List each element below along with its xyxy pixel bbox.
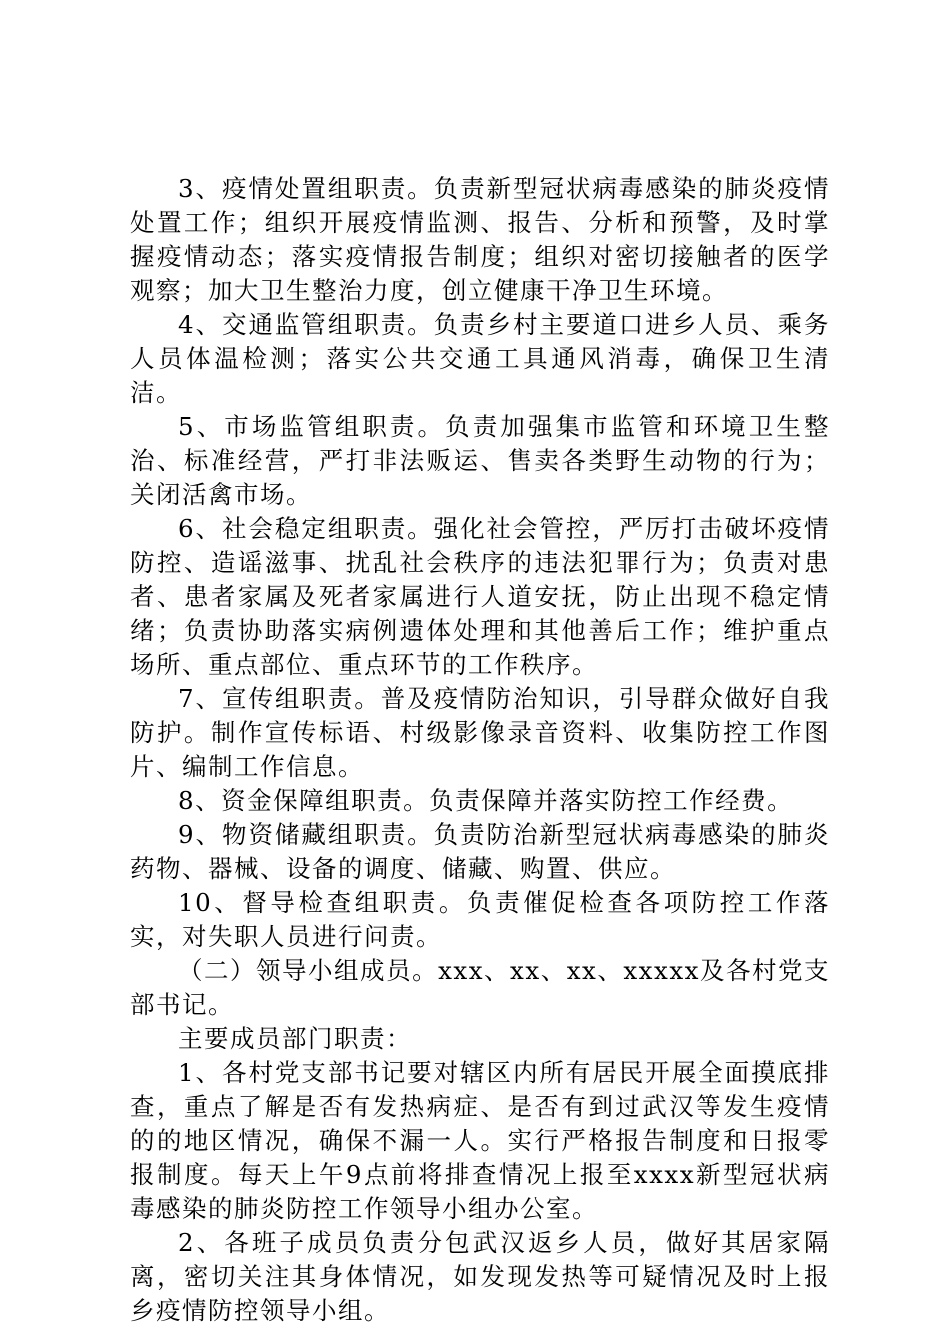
paragraph-publicity-group: 7、宣传组职责。普及疫情防治知识，引导群众做好自我防护。制作宣传标语、村级影像录音资料、收集防控工作图片、编制工作信息。 [130, 684, 830, 781]
paragraph-traffic-supervision-group: 4、交通监管组职责。负责乡村主要道口进乡人员、乘务人员体温检测；落实公共交通工具通风消毒，确保卫生清洁。 [130, 310, 830, 407]
paragraph-village-secretary-duty: 1、各村党支部书记要对辖区内所有居民开展全面摸底排查，重点了解是否有发热病症、是否有到过武汉等发生疫情的的地区情况，确保不漏一人。实行严格报告制度和日报零报制度。每天上午9点前将排查情况上报至xxxx新型冠状病毒感染的肺炎防控工作领导小组办公室。 [130, 1058, 830, 1223]
paragraph-funding-group: 8、资金保障组职责。负责保障并落实防控工作经费。 [178, 786, 794, 815]
paragraph-materials-group: 9、物资储藏组职责。负责防治新型冠状病毒感染的肺炎药物、器械、设备的调度、储藏、购置、供应。 [130, 820, 830, 883]
paragraph-epidemic-handling-group: 3、疫情处置组职责。负责新型冠状病毒感染的肺炎疫情处置工作；组织开展疫情监测、报告、分析和预警，及时掌握疫情动态；落实疫情报告制度；组织对密切接触者的医学观察；加大卫生整治力度，创立健康干净卫生环境。 [130, 174, 830, 305]
paragraph-market-supervision-group: 5、市场监管组职责。负责加强集市监管和环境卫生整治、标准经营，严打非法贩运、售卖各类野生动物的行为；关闭活禽市场。 [130, 412, 830, 509]
paragraph-social-stability-group: 6、社会稳定组职责。强化社会管控，严厉打击破坏疫情防控、造谣滋事、扰乱社会秩序的违法犯罪行为；负责对患者、患者家属及死者家属进行人道安抚，防止出现不稳定情绪；负责协助落实病例遗体处理和其他善后工作；维护重点场所、重点部位、重点环节的工作秩序。 [130, 514, 830, 679]
document-body [130, 172, 830, 1328]
paragraph-leading-group-members: （二）领导小组成员。xxx、xx、xx、xxxxx及各村党支部书记。 [130, 956, 830, 1019]
paragraph-team-member-duty: 2、各班子成员负责分包武汉返乡人员，做好其居家隔离，密切关注其身体情况，如发现发热等可疑情况及时上报乡疫情防控领导小组。 [130, 1228, 830, 1325]
paragraph-inspection-group: 10、督导检查组职责。负责催促检查各项防控工作落实，对失职人员进行问责。 [130, 888, 830, 951]
paragraph-member-duties-heading: 主要成员部门职责： [178, 1024, 412, 1053]
